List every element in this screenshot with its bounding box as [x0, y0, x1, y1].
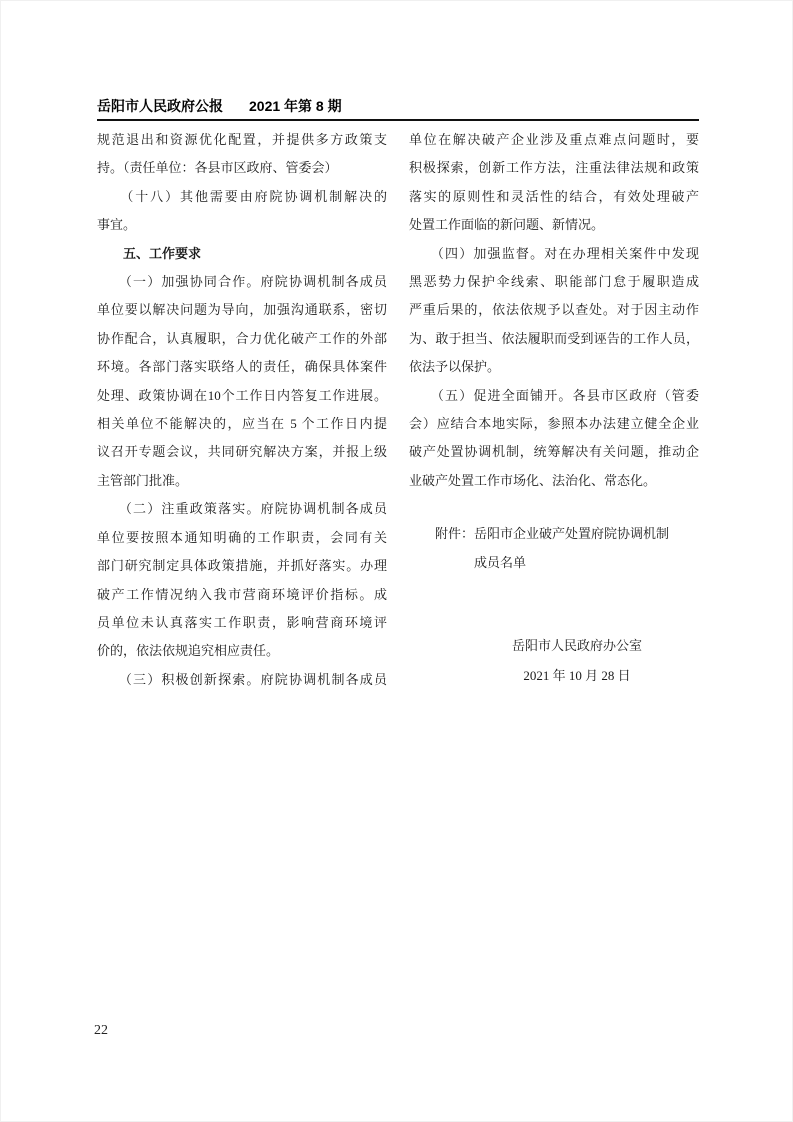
text-line: 单位要以解决问题为导向，加强沟通联系，密切: [97, 302, 387, 318]
right-column-paragraphs: [409, 126, 699, 495]
text-line: （五）促进全面铺开。各县市区政府（管委: [409, 387, 699, 403]
text-line: （三）积极创新探索。府院协调机制各成员: [97, 671, 387, 687]
text-line: 持。（责任单位：各县市区政府、管委会）: [97, 160, 338, 176]
text-line: 附件：岳阳市企业破产处置府院协调机制: [409, 526, 670, 542]
text-line: 事宜。: [97, 217, 137, 233]
text-line: 相关单位不能解决的，应当在 5 个工作日内提: [97, 416, 387, 432]
text-line: 业破产处置工作市场化、法治化、常态化。: [409, 472, 657, 488]
gazette-issue: 2021 年第 8 期: [249, 98, 342, 114]
text-line: 会）应结合本地实际，参照本办法建立健全企业: [409, 416, 699, 432]
text-line: 处理、政策协调在10个工作日内答复工作进展。: [97, 387, 387, 403]
text-line: 积极探索，创新工作方法，注重法律法规和政策: [409, 160, 699, 176]
text-line: 主管部门批准。: [97, 472, 189, 488]
signature-date: 2021 年 10 月 28 日: [523, 668, 631, 684]
gazette-title: 岳阳市人民政府公报: [97, 98, 223, 114]
text-line: （十八）其他需要由府院协调机制解决的: [97, 188, 387, 204]
text-line: 为、敢于担当、依法履职而受到诬告的工作人员，: [409, 330, 699, 346]
page-number: 22: [94, 1023, 108, 1038]
text-line: 破产处置协调机制，统筹解决有关问题，推动企: [409, 444, 699, 460]
text-line: 价的，依法依规追究相应责任。: [97, 643, 280, 659]
text-line: 破产工作情况纳入我市营商环境评价指标。成: [97, 586, 387, 602]
signature-block: [409, 631, 699, 691]
text-line: 议召开专题会议，共同研究解决方案，并报上级: [97, 444, 387, 460]
text-line: （二）注重政策落实。府院协调机制各成员: [97, 501, 387, 517]
text-line: 严重后果的，依法依规予以查处。对于因主动作: [409, 302, 699, 318]
text-line: 单位要按照本通知明确的工作职责，会同有关: [97, 529, 387, 545]
text-line: 规范退出和资源优化配置，并提供多方政策支: [97, 132, 387, 147]
text-line: 依法予以保护。: [409, 359, 501, 375]
text-line: 黑恶势力保护伞线索、职能部门怠于履职造成: [409, 274, 699, 290]
text-line: （四）加强监督。对在办理相关案件中发现: [409, 245, 699, 261]
text-line: 单位在解决破产企业涉及重点难点问题时，要: [409, 132, 699, 147]
text-line: 成员名单: [409, 554, 527, 570]
text-line: 环境。各部门落实联络人的责任，确保具体案件: [97, 359, 387, 375]
text-line: 落实的原则性和灵活性的结合，有效处理破产: [409, 188, 699, 204]
signature-office: 岳阳市人民政府办公室: [511, 638, 642, 654]
attachment-note: [409, 520, 699, 577]
text-line: 五、工作要求: [97, 245, 202, 261]
left-text-column: [97, 126, 387, 694]
text-line: 处置工作面临的新问题、新情况。: [409, 217, 605, 233]
text-line: （一）加强协同合作。府院协调机制各成员: [97, 274, 387, 290]
text-line: 员单位未认真落实工作职责，影响营商环境评: [97, 614, 387, 630]
text-line: 部门研究制定具体政策措施，并抓好落实。办理: [97, 558, 387, 574]
gazette-running-head: [97, 97, 699, 115]
text-line: 协作配合，认真履职，合力优化破产工作的外部: [97, 330, 387, 346]
right-text-column: [409, 126, 699, 691]
header-rule: [97, 119, 699, 121]
